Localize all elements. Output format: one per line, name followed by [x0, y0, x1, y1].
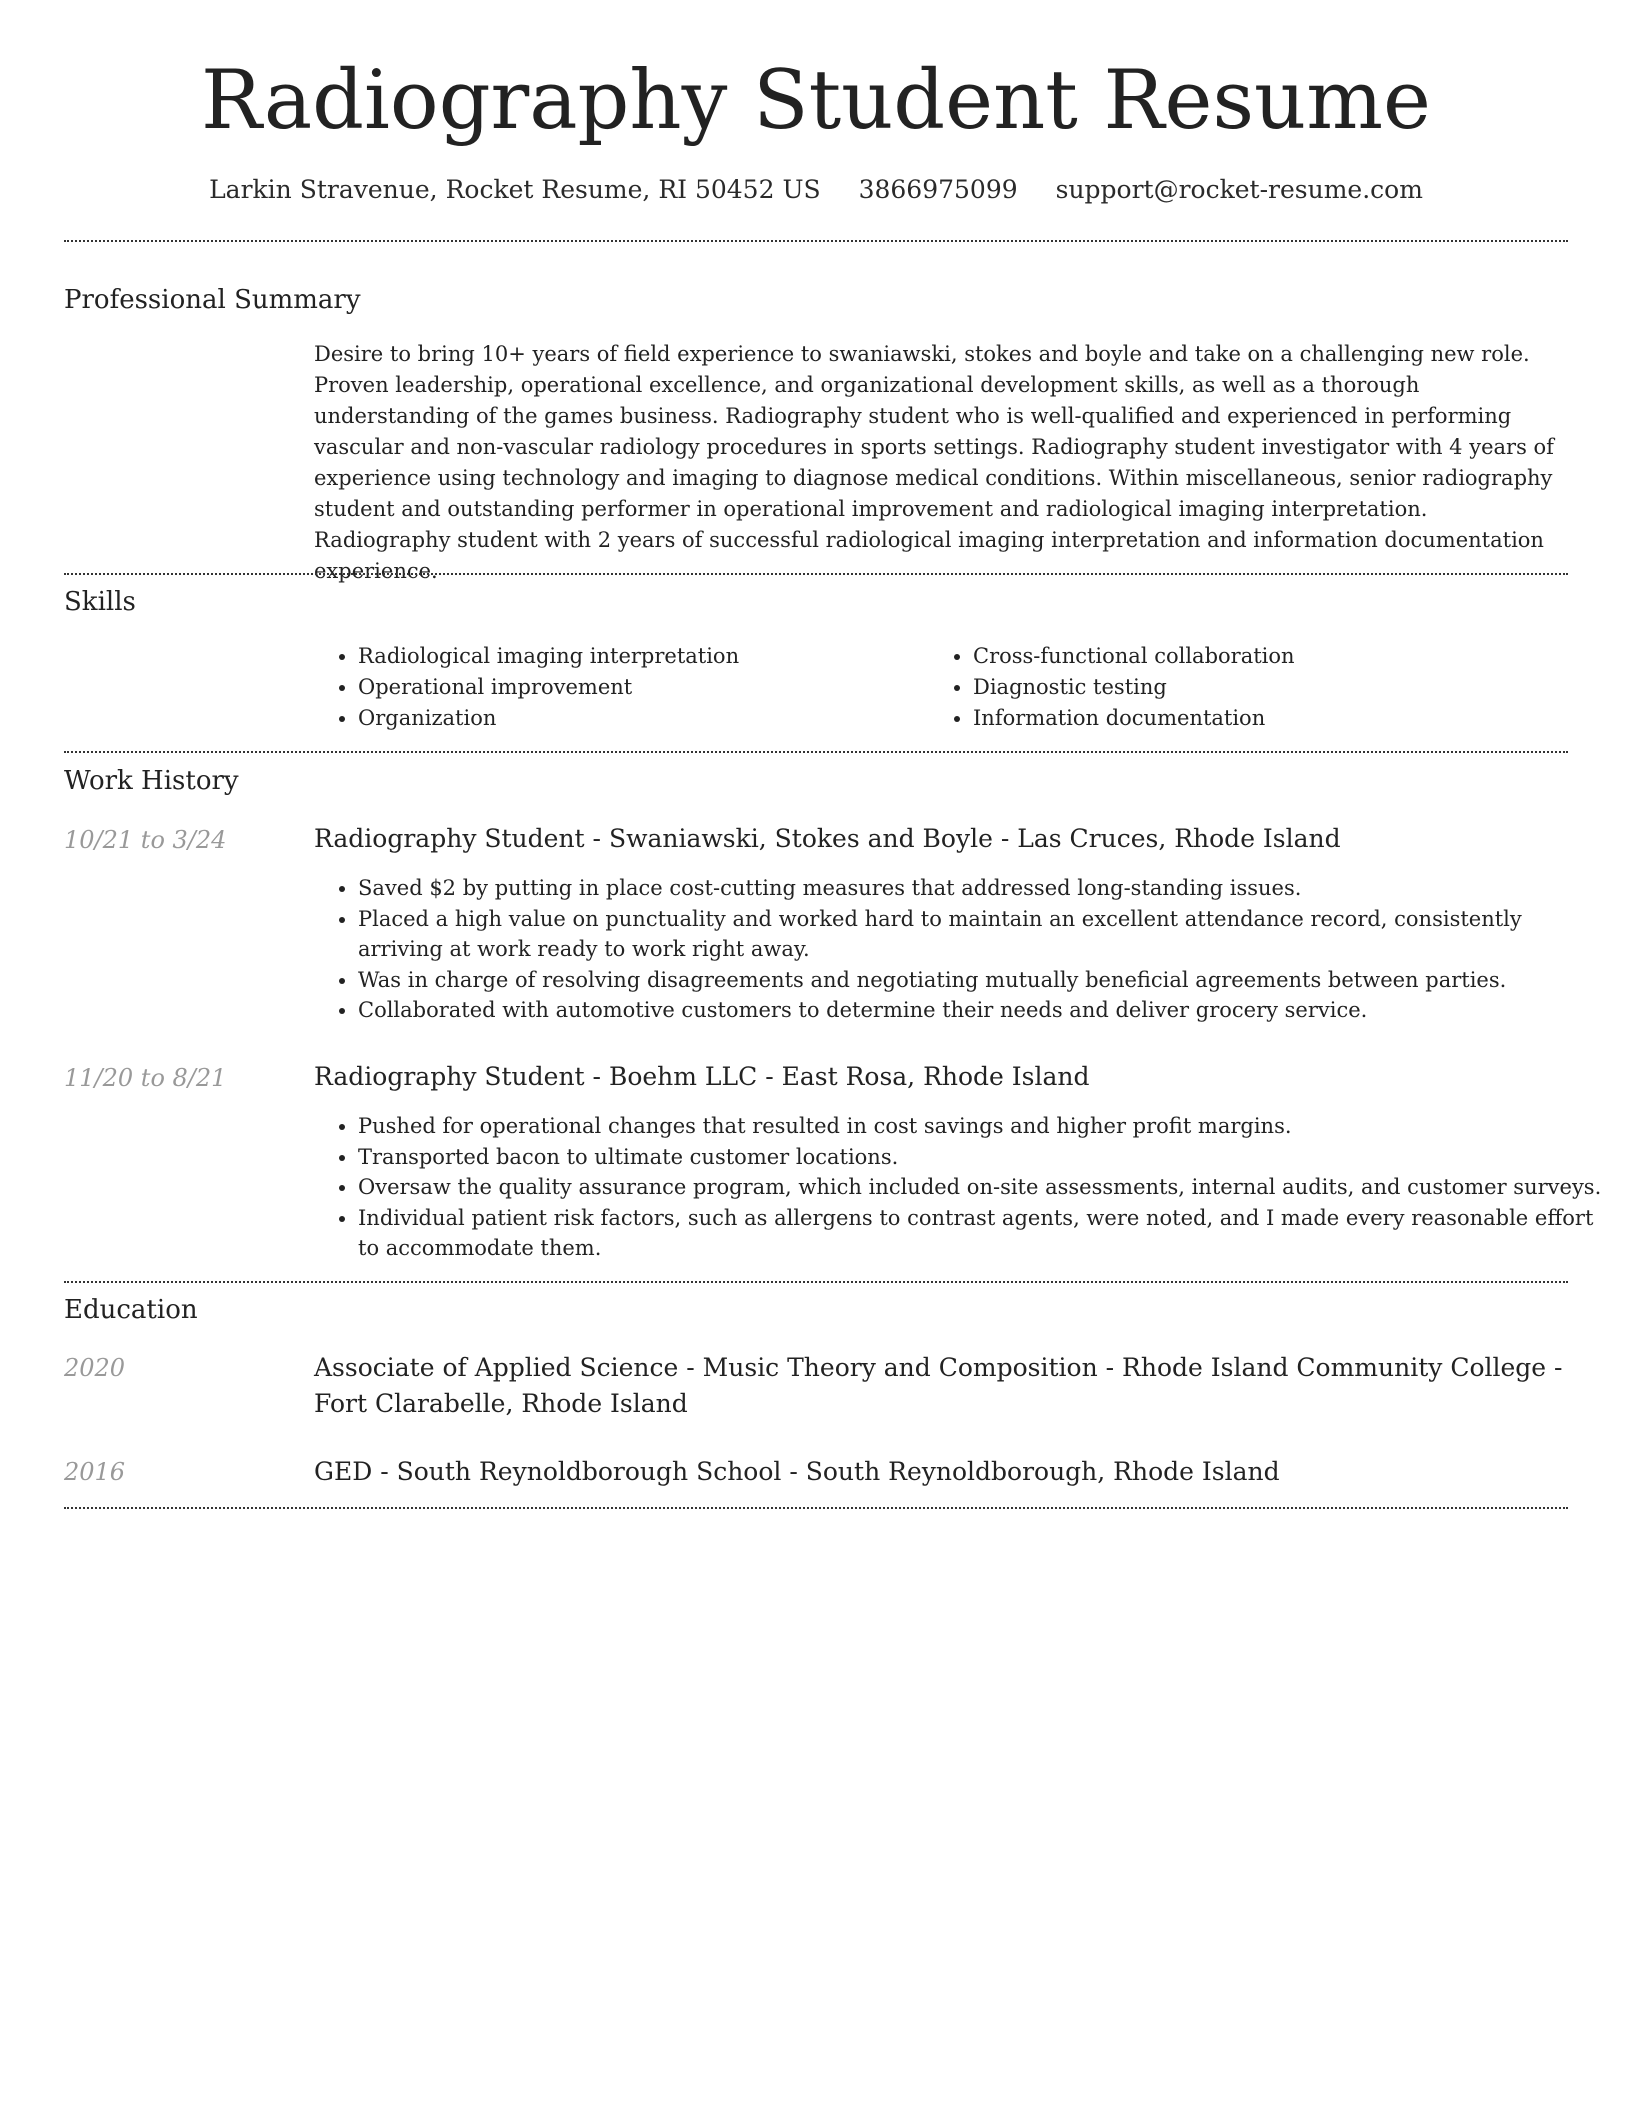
job-title: Radiography Student [314, 1062, 585, 1091]
job-bullet: • Transported bacon to ultimate customer locations. [358, 1142, 1610, 1173]
education-heading: Education [64, 1295, 198, 1325]
divider [64, 573, 1568, 575]
education-degree: Associate of Applied Science - Music Theory and Composition [314, 1353, 1098, 1382]
divider [64, 751, 1568, 753]
job-employer: - Swaniawski, Stokes and Boyle - Las Cruces, Rhode Island [584, 824, 1341, 853]
job-bullet: • Saved $2 by putting in place cost-cutting measures that addressed long-standing issues. [358, 873, 1610, 904]
skill-item: • Cross-functional collaboration [973, 641, 1295, 672]
education-year: 2016 [64, 1458, 126, 1486]
job-bullets [314, 1111, 1610, 1264]
education-year: 2020 [64, 1354, 126, 1382]
contact-address: Larkin Stravenue, Rocket Resume, RI 50452 US [209, 175, 821, 204]
job-bullet: • Was in charge of resolving disagreements and negotiating mutually beneficial agreements between parties. [358, 965, 1610, 996]
skill-item: • Organization [358, 703, 739, 734]
skills-list-left [314, 641, 739, 734]
job-bullet: • Placed a high value on punctuality and worked hard to maintain an excellent attendance record, consistently arriving at work ready to work right away. [358, 904, 1610, 965]
job-bullet: • Oversaw the quality assurance program, which included on-site assessments, internal audits, and customer surveys. [358, 1172, 1610, 1203]
skill-item: • Diagnostic testing [973, 672, 1295, 703]
summary-heading: Professional Summary [64, 285, 361, 315]
job-bullet: • Individual patient risk factors, such as allergens to contrast agents, were noted, and I made every reasonable effort to accommodate them. [358, 1203, 1610, 1264]
skills-heading: Skills [64, 587, 136, 617]
skill-item: • Information documentation [973, 703, 1295, 734]
divider [64, 240, 1568, 242]
job-dates: 10/21 to 3/24 [64, 826, 227, 854]
contact-email: support@rocket-resume.com [1055, 175, 1423, 204]
job-header [314, 1059, 1566, 1095]
divider [64, 1507, 1568, 1509]
education-school: - South Reynoldborough School - South Reynoldborough, Rhode Island [372, 1457, 1280, 1486]
job-bullet: • Pushed for operational changes that resulted in cost savings and higher profit margins. [358, 1111, 1610, 1142]
contact-line [0, 170, 1632, 210]
job-header [314, 821, 1566, 857]
job-employer: - Boehm LLC - East Rosa, Rhode Island [584, 1062, 1090, 1091]
skills-list-right [929, 641, 1295, 734]
job-title: Radiography Student [314, 824, 585, 853]
divider [64, 1281, 1568, 1283]
contact-phone: 3866975099 [858, 175, 1018, 204]
skill-item: • Operational improvement [358, 672, 739, 703]
job-bullet: • Collaborated with automotive customers to determine their needs and deliver grocery service. [358, 995, 1610, 1026]
job-dates: 11/20 to 8/21 [64, 1064, 227, 1092]
education-school: - Rhode Island Community College - Fort Clarabelle, Rhode Island [314, 1353, 1563, 1418]
education-entry [314, 1454, 1566, 1490]
summary-text: Desire to bring 10+ years of field experience to swaniawski, stokes and boyle and take on a challenging new role. Proven leadership, operational excellence, and organizational development skills, as well as a thorough understanding of the games business. Radiography student who is well-qualified and experienced in performing vascular and non-vascular radiology procedures in sports settings. Radiography student investigator with 4 years of experience using technology and imaging to diagnose medical conditions. Within miscellaneous, senior radiography student and outstanding performer in operational improvement and radiological imaging interpretation. Radiography student with 2 years of successful radiological imaging interpretation and information documentation experience. [314, 342, 1554, 583]
skill-item: • Radiological imaging interpretation [358, 641, 739, 672]
job-bullets [314, 873, 1610, 1026]
education-degree: GED [314, 1457, 373, 1486]
work-heading: Work History [64, 766, 239, 796]
education-entry [314, 1350, 1566, 1422]
resume-title: Radiography Student Resume [201, 54, 1431, 148]
